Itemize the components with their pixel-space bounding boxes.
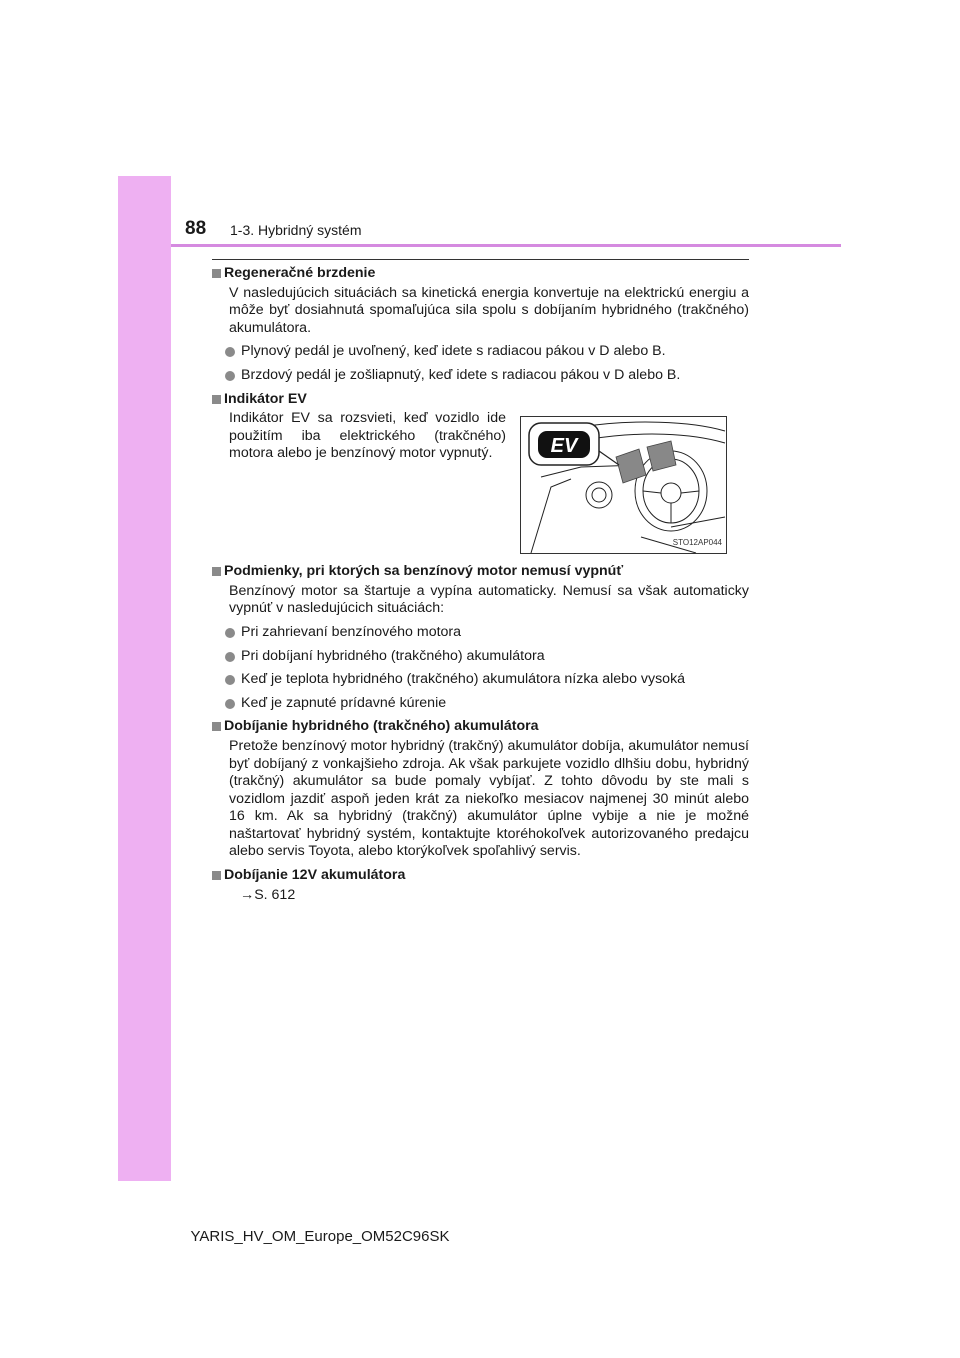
- square-bullet-icon: [212, 722, 221, 731]
- list-item: Pri dobíjaní hybridného (trakčného) akumulátora: [212, 648, 749, 666]
- footer-code: YARIS_HV_OM_Europe_OM52C96SK: [190, 1228, 450, 1245]
- ev-heading: Indikátor EV: [212, 391, 749, 409]
- regen-heading: Regeneračné brzdenie: [212, 265, 749, 283]
- square-bullet-icon: [212, 871, 221, 880]
- round-bullet-icon: [225, 628, 235, 638]
- square-bullet-icon: [212, 395, 221, 404]
- charging-heading: Dobíjanie hybridného (trakčného) akumulátora: [212, 718, 749, 736]
- round-bullet-icon: [225, 347, 235, 357]
- square-bullet-icon: [212, 567, 221, 576]
- section-title: 1-3. Hybridný systém: [230, 222, 362, 238]
- round-bullet-icon: [225, 675, 235, 685]
- regen-paragraph: V nasledujúcich situáciách sa kinetická energia konvertuje na elektrickú energiu a môže byť dosiahnutá spomaľujúca sila spolu s dobíjaním hybridného (trakčného) akumulátora.: [229, 284, 749, 336]
- sidebar-tab: [118, 176, 171, 1181]
- ev-indicator-label: EV: [550, 435, 578, 458]
- page-number: 88: [185, 218, 207, 239]
- page-content: [212, 265, 749, 904]
- list-item: Brzdový pedál je zošliapnutý, keď idete s radiacou pákou v D alebo B.: [212, 367, 749, 385]
- ev-row: [212, 410, 749, 563]
- figure-code: STO12AP044: [672, 537, 722, 547]
- ev-paragraph: Indikátor EV sa rozsvieti, keď vozidlo ide použitím iba elektrického (trakčného) motora alebo je benzínový motor vypnutý.: [229, 410, 506, 462]
- content-rule: [212, 259, 749, 260]
- header-rule: [171, 244, 841, 247]
- round-bullet-icon: [225, 371, 235, 381]
- list-item: Pri zahrievaní benzínového motora: [212, 624, 749, 642]
- ev-label-overlay: [538, 431, 590, 458]
- conditions-heading: Podmienky, pri ktorých sa benzínový motor nemusí vypnúť: [212, 563, 749, 581]
- list-item: Keď je teplota hybridného (trakčného) akumulátora nízka alebo vysoká: [212, 671, 749, 689]
- battery12v-heading: Dobíjanie 12V akumulátora: [212, 867, 749, 885]
- list-item: Plynový pedál je uvoľnený, keď idete s radiacou pákou v D alebo B.: [212, 343, 749, 361]
- square-bullet-icon: [212, 269, 221, 278]
- round-bullet-icon: [225, 652, 235, 662]
- conditions-paragraph: Benzínový motor sa štartuje a vypína automaticky. Nemusí sa však automaticky vypnúť v nasledujúcich situáciách:: [229, 582, 749, 617]
- dashboard-illustration: [520, 416, 727, 554]
- round-bullet-icon: [225, 699, 235, 709]
- charging-paragraph: Pretože benzínový motor hybridný (trakčný) akumulátor dobíja, akumulátor nemusí byť dobíjaný z vonkajšieho zdroja. Ak však parkujete vozidlo dlhšiu dobu, hybridný (trakčný) akumulátor sa bude pomaly vybíjať. Z tohto dôvodu by ste mali s vozidlom jazdiť aspoň jeden krát za niekoľko mesiacov najmenej 30 minút alebo 16 km. Ak sa hybridný (trakčný) akumulátor úplne vybije a nie je možné naštartovať hybridný systém, kontaktujte ktoréhokoľvek autorizovaného predajcu alebo servis Toyota, alebo ktorýkoľvek spoľahlivý servis.: [229, 737, 749, 860]
- page-reference-link[interactable]: →S. 612: [240, 886, 296, 903]
- list-item: Keď je zapnuté prídavné kúrenie: [212, 695, 749, 713]
